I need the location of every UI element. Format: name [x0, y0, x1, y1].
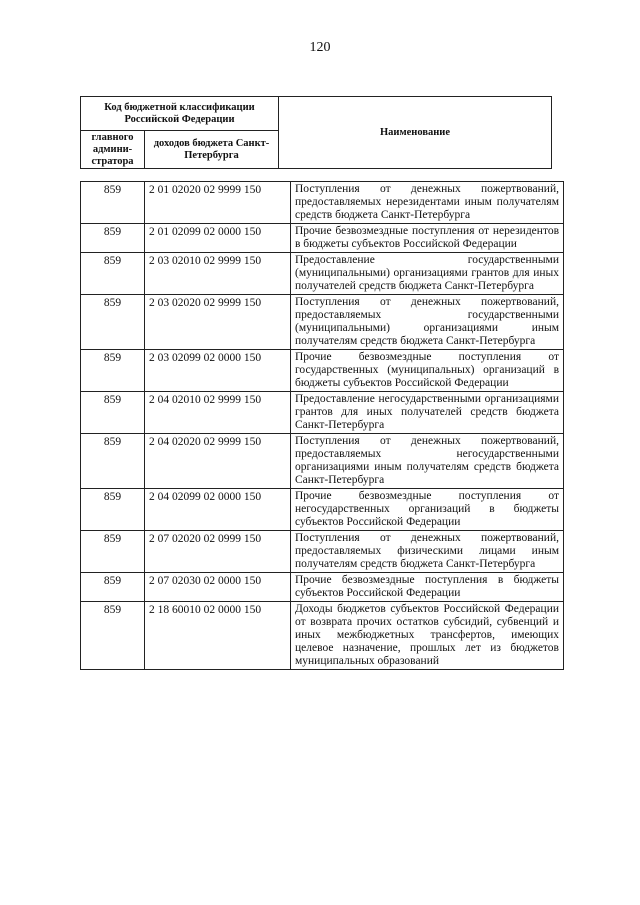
cell-revenue-code: 2 04 02010 02 9999 150	[145, 392, 291, 434]
cell-revenue-code: 2 01 02099 02 0000 150	[145, 224, 291, 253]
table-row	[81, 350, 564, 392]
table-row	[81, 224, 564, 253]
cell-revenue-code: 2 18 60010 02 0000 150	[145, 602, 291, 670]
cell-name: Поступления от денежных пожертвований, предоставляемых нерезидентами иным получателям средств бюджета Санкт-Петербурга	[291, 182, 564, 224]
table-row	[81, 489, 564, 531]
cell-admin-code: 859	[81, 602, 145, 670]
header-classification-code: Код бюджетной классификации Российской Федерации	[81, 97, 279, 131]
table-row	[81, 602, 564, 670]
table-header	[80, 96, 552, 169]
header-revenue: доходов бюджета Санкт-Петербурга	[145, 131, 279, 169]
cell-name: Прочие безвозмездные поступления от негосударственных организаций в бюджеты субъектов Российской Федерации	[291, 489, 564, 531]
header-name: Наименование	[279, 97, 552, 169]
header-chief-administrator: главного админи-стратора	[81, 131, 145, 169]
table-row	[81, 253, 564, 295]
page-number: 120	[309, 40, 331, 55]
cell-name: Прочие безвозмездные поступления от государственных (муниципальных) организаций в бюджеты субъектов Российской Федерации	[291, 350, 564, 392]
cell-revenue-code: 2 03 02099 02 0000 150	[145, 350, 291, 392]
table-row	[81, 392, 564, 434]
table-row	[81, 182, 564, 224]
cell-revenue-code: 2 03 02020 02 9999 150	[145, 295, 291, 350]
cell-revenue-code: 2 04 02020 02 9999 150	[145, 434, 291, 489]
cell-revenue-code: 2 04 02099 02 0000 150	[145, 489, 291, 531]
cell-name: Поступления от денежных пожертвований, предоставляемых государственными (муниципальными) организациями иным получателям средств бюджета Санкт-Петербурга	[291, 295, 564, 350]
cell-revenue-code: 2 07 02030 02 0000 150	[145, 573, 291, 602]
cell-name: Предоставление негосударственными организациями грантов для иных получателей средств бюджета Санкт-Петербурга	[291, 392, 564, 434]
cell-admin-code: 859	[81, 253, 145, 295]
cell-admin-code: 859	[81, 489, 145, 531]
cell-name: Поступления от денежных пожертвований, предоставляемых физическими лицами иным получателям средств бюджета Санкт-Петербурга	[291, 531, 564, 573]
cell-admin-code: 859	[81, 573, 145, 602]
cell-admin-code: 859	[81, 350, 145, 392]
cell-revenue-code: 2 07 02020 02 0999 150	[145, 531, 291, 573]
cell-name: Прочие безвозмездные поступления от нерезидентов в бюджеты субъектов Российской Федерации	[291, 224, 564, 253]
cell-name: Поступления от денежных пожертвований, предоставляемых негосударственными организациями иным получателям средств бюджета Санкт-Петербурга	[291, 434, 564, 489]
cell-name: Прочие безвозмездные поступления в бюджеты субъектов Российской Федерации	[291, 573, 564, 602]
cell-name: Доходы бюджетов субъектов Российской Федерации от возврата прочих остатков субсидий, субвенций и иных межбюджетных трансфертов, имеющих целевое назначение, прошлых лет из бюджетов муниципальных образований	[291, 602, 564, 670]
cell-admin-code: 859	[81, 434, 145, 489]
cell-admin-code: 859	[81, 182, 145, 224]
cell-admin-code: 859	[81, 295, 145, 350]
table-row	[81, 573, 564, 602]
revenue-codes-table	[80, 181, 564, 670]
table-row	[81, 434, 564, 489]
cell-admin-code: 859	[81, 392, 145, 434]
cell-name: Предоставление государственными (муниципальными) организациями грантов для иных получателей средств бюджета Санкт-Петербурга	[291, 253, 564, 295]
cell-admin-code: 859	[81, 224, 145, 253]
cell-admin-code: 859	[81, 531, 145, 573]
table-row	[81, 531, 564, 573]
cell-revenue-code: 2 03 02010 02 9999 150	[145, 253, 291, 295]
cell-revenue-code: 2 01 02020 02 9999 150	[145, 182, 291, 224]
table-row	[81, 295, 564, 350]
